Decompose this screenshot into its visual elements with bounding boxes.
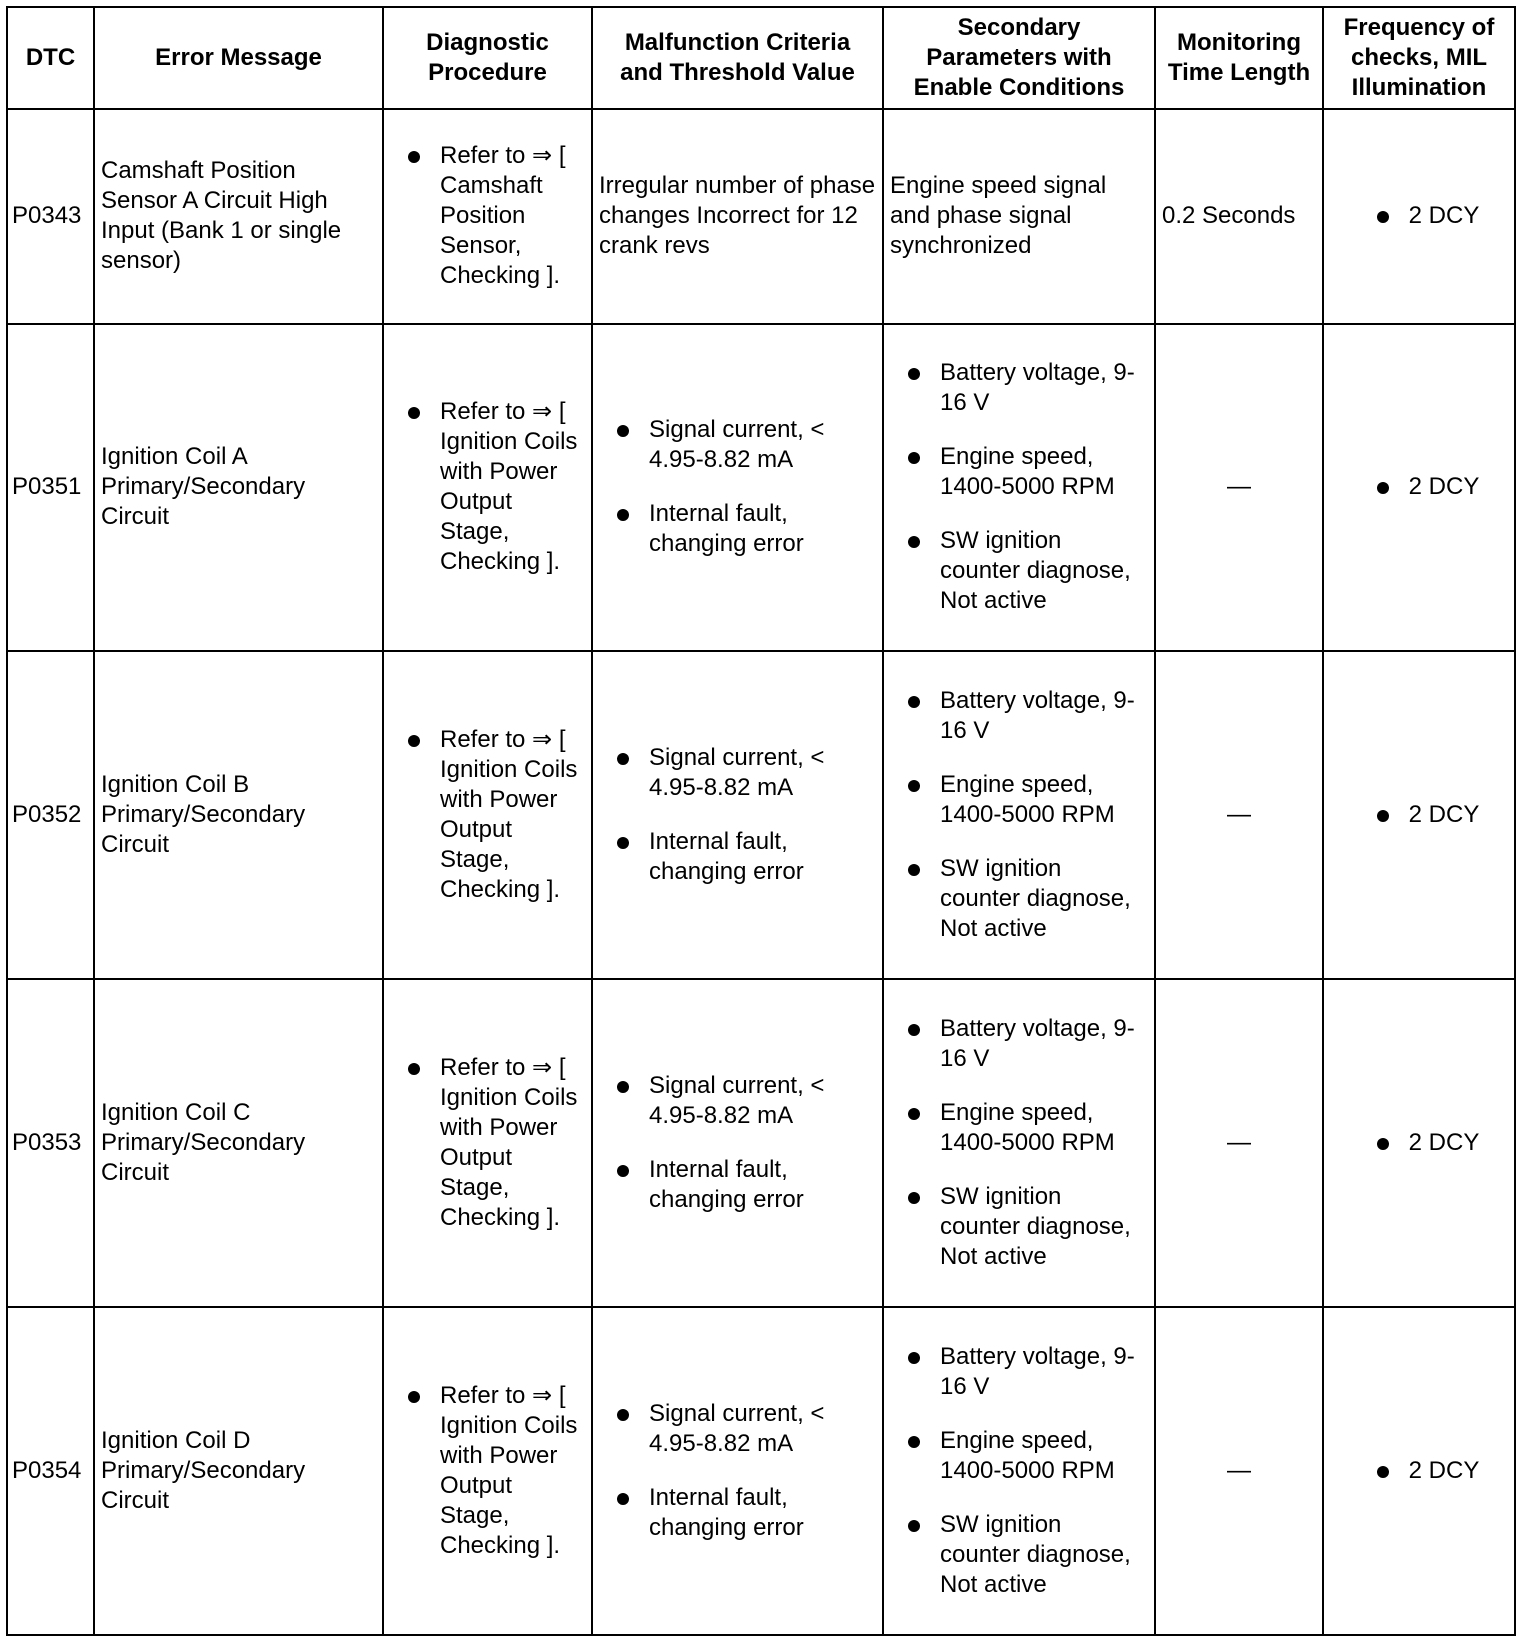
secondary-item: Battery voltage, 9-16 V <box>890 358 1148 418</box>
procedure-link[interactable]: Refer to ⇒ [ Ignition Coils with Power Output Stage, Checking ]. <box>390 1381 585 1561</box>
header-row <box>7 7 1515 109</box>
table-row <box>7 979 1515 1307</box>
procedure-link[interactable]: Refer to ⇒ [ Ignition Coils with Power Output Stage, Checking ]. <box>390 397 585 577</box>
procedure-list <box>390 1053 585 1233</box>
secondary-item: Engine speed, 1400-5000 RPM <box>890 770 1148 830</box>
secondary-item: Battery voltage, 9-16 V <box>890 1014 1148 1074</box>
secondary-list <box>890 686 1148 944</box>
malfunction-criteria <box>592 324 883 652</box>
table-row <box>7 109 1515 324</box>
secondary-list <box>890 1014 1148 1272</box>
header-error-message: Error Message <box>94 7 383 109</box>
procedure-link[interactable]: Refer to ⇒ [ Ignition Coils with Power Output Stage, Checking ]. <box>390 725 585 905</box>
dtc-code: P0351 <box>7 324 94 652</box>
dtc-code: P0353 <box>7 979 94 1307</box>
secondary-parameters <box>883 651 1155 979</box>
malfunction-criteria <box>592 979 883 1307</box>
diagnostic-procedure <box>383 109 592 324</box>
frequency-value: 2 DCY <box>1359 472 1480 502</box>
error-message: Ignition Coil B Primary/Secondary Circuit <box>94 651 383 979</box>
frequency <box>1323 979 1515 1307</box>
frequency-value: 2 DCY <box>1359 201 1480 231</box>
diagnostic-procedure <box>383 651 592 979</box>
secondary-parameters: Engine speed signal and phase signal synchronized <box>883 109 1155 324</box>
procedure-list <box>390 1381 585 1561</box>
error-message: Camshaft Position Sensor A Circuit High Input (Bank 1 or single sensor) <box>94 109 383 324</box>
malfunction-item: Signal current, < 4.95-8.82 mA <box>599 1399 876 1459</box>
header-frequency: Frequency of checks, MIL Illumination <box>1323 7 1515 109</box>
header-secondary-parameters: Secondary Parameters with Enable Conditions <box>883 7 1155 109</box>
malfunction-list <box>599 1399 876 1543</box>
malfunction-list <box>599 1071 876 1215</box>
secondary-list <box>890 358 1148 616</box>
malfunction-item: Internal fault, changing error <box>599 827 876 887</box>
frequency-list <box>1359 201 1480 231</box>
table-row <box>7 324 1515 652</box>
header-monitoring-time: Monitoring Time Length <box>1155 7 1323 109</box>
secondary-item: SW ignition counter diagnose, Not active <box>890 1182 1148 1272</box>
malfunction-criteria <box>592 1307 883 1635</box>
secondary-item: Engine speed, 1400-5000 RPM <box>890 442 1148 502</box>
dtc-code: P0354 <box>7 1307 94 1635</box>
frequency-list <box>1359 472 1480 502</box>
monitoring-time: — <box>1155 324 1323 652</box>
procedure-link[interactable]: Refer to ⇒ [ Camshaft Position Sensor, Checking ]. <box>390 141 585 291</box>
frequency-list <box>1359 1456 1480 1486</box>
error-message: Ignition Coil D Primary/Secondary Circuit <box>94 1307 383 1635</box>
error-message: Ignition Coil C Primary/Secondary Circuit <box>94 979 383 1307</box>
diagnostic-procedure <box>383 979 592 1307</box>
frequency-list <box>1359 800 1480 830</box>
secondary-item: Battery voltage, 9-16 V <box>890 1342 1148 1402</box>
frequency <box>1323 651 1515 979</box>
diagnostic-procedure <box>383 324 592 652</box>
header-malfunction-criteria: Malfunction Criteria and Threshold Value <box>592 7 883 109</box>
procedure-link[interactable]: Refer to ⇒ [ Ignition Coils with Power Output Stage, Checking ]. <box>390 1053 585 1233</box>
table-row <box>7 651 1515 979</box>
malfunction-item: Internal fault, changing error <box>599 499 876 559</box>
dtc-code: P0352 <box>7 651 94 979</box>
frequency-value: 2 DCY <box>1359 1128 1480 1158</box>
malfunction-item: Signal current, < 4.95-8.82 mA <box>599 415 876 475</box>
monitoring-time: — <box>1155 979 1323 1307</box>
secondary-list <box>890 1342 1148 1600</box>
malfunction-criteria: Irregular number of phase changes Incorrect for 12 crank revs <box>592 109 883 324</box>
frequency-value: 2 DCY <box>1359 1456 1480 1486</box>
dtc-table <box>6 6 1516 1636</box>
secondary-item: SW ignition counter diagnose, Not active <box>890 526 1148 616</box>
procedure-list <box>390 397 585 577</box>
secondary-item: Battery voltage, 9-16 V <box>890 686 1148 746</box>
malfunction-criteria <box>592 651 883 979</box>
secondary-item: SW ignition counter diagnose, Not active <box>890 1510 1148 1600</box>
table-row <box>7 1307 1515 1635</box>
monitoring-time: — <box>1155 1307 1323 1635</box>
secondary-parameters <box>883 1307 1155 1635</box>
frequency <box>1323 324 1515 652</box>
error-message: Ignition Coil A Primary/Secondary Circuit <box>94 324 383 652</box>
frequency-value: 2 DCY <box>1359 800 1480 830</box>
malfunction-item: Signal current, < 4.95-8.82 mA <box>599 1071 876 1131</box>
procedure-list <box>390 725 585 905</box>
malfunction-item: Signal current, < 4.95-8.82 mA <box>599 743 876 803</box>
secondary-item: Engine speed, 1400-5000 RPM <box>890 1426 1148 1486</box>
malfunction-item: Internal fault, changing error <box>599 1483 876 1543</box>
malfunction-list <box>599 415 876 559</box>
malfunction-item: Internal fault, changing error <box>599 1155 876 1215</box>
header-diagnostic-procedure: Diagnostic Procedure <box>383 7 592 109</box>
frequency-list <box>1359 1128 1480 1158</box>
frequency <box>1323 1307 1515 1635</box>
frequency <box>1323 109 1515 324</box>
secondary-parameters <box>883 979 1155 1307</box>
monitoring-time: — <box>1155 651 1323 979</box>
secondary-item: Engine speed, 1400-5000 RPM <box>890 1098 1148 1158</box>
procedure-list <box>390 141 585 291</box>
header-dtc: DTC <box>7 7 94 109</box>
monitoring-time: 0.2 Seconds <box>1155 109 1323 324</box>
malfunction-list <box>599 743 876 887</box>
dtc-code: P0343 <box>7 109 94 324</box>
secondary-item: SW ignition counter diagnose, Not active <box>890 854 1148 944</box>
diagnostic-procedure <box>383 1307 592 1635</box>
secondary-parameters <box>883 324 1155 652</box>
